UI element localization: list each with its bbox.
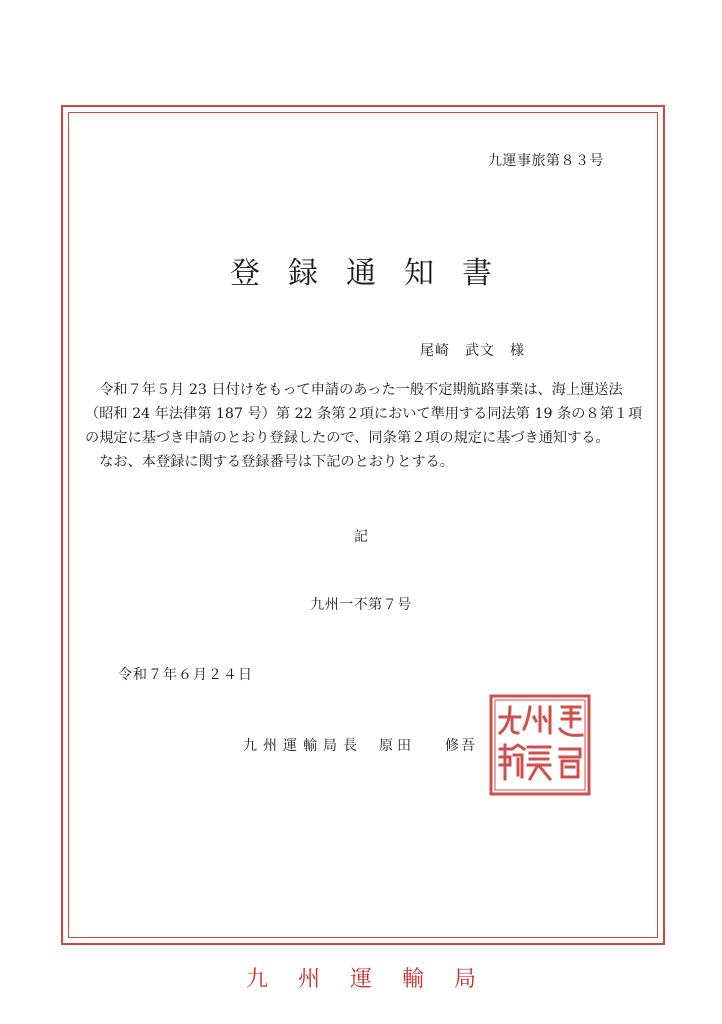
issue-date: 令和７年６月２４日 xyxy=(118,667,253,683)
registration-number: 九州一不第７号 xyxy=(310,597,412,613)
ki-heading: 記 xyxy=(354,529,368,545)
document-number: 九運事旅第８３号 xyxy=(488,153,604,169)
issuer-office: 九州運輸局長 xyxy=(243,738,363,754)
body-paragraph: 令和７年５月 23 日付けをもって申請のあった一般不定期航路事業は、海上運送法（昭和 24 年法律第 187 号）第 22 条第２項において準用する同法第 19 条の８第１項の規定に基づき申請のとおり登録したので、同条第２項の規定に基づき通知する。 xyxy=(85,382,643,446)
body-note: なお、本登録に関する登録番号は下記のとおりとする。 xyxy=(99,454,454,470)
body-text xyxy=(85,378,645,474)
issuer-line xyxy=(243,735,477,755)
official-seal-icon xyxy=(488,693,592,797)
inner-border xyxy=(68,112,658,938)
recipient-name: 尾崎 武文 様 xyxy=(420,343,525,359)
document-title: 登録通知書 xyxy=(230,256,520,291)
issuer-given-name: 修吾 xyxy=(445,738,477,754)
issuer-surname: 原田 xyxy=(379,738,415,754)
footer-office-name: 九州運輸局 xyxy=(245,967,506,992)
